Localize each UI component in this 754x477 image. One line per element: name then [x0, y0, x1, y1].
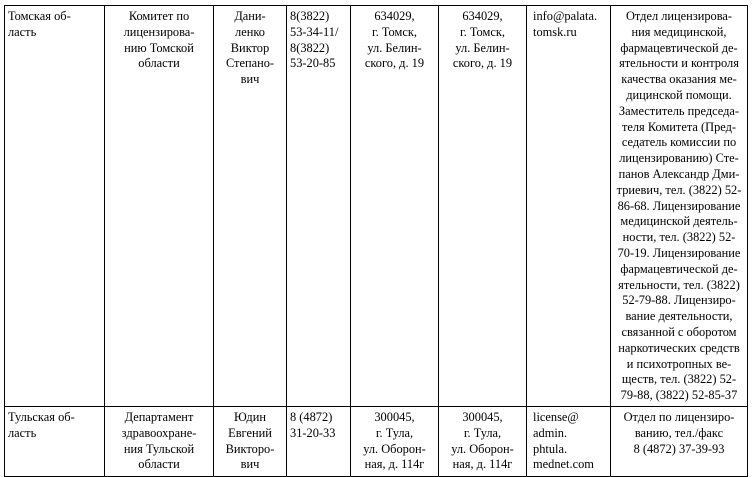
head-name-cell: Дани- ленко Виктор Степано- вич: [214, 6, 287, 407]
email-cell: info@palata. tomsk.ru: [527, 6, 611, 407]
organization-cell: Комитет по лицензирова- нию Томской области: [105, 6, 214, 407]
table-row: [5, 6, 748, 407]
organization-cell: Департамент здравоохране- ния Тульской области: [105, 406, 214, 476]
licensing-authorities-table: [4, 5, 748, 477]
licensing-table-page: [4, 5, 747, 472]
postal-address-cell: 634029, г. Томск, ул. Белин- ского, д. 19: [351, 6, 439, 407]
phone-cell: 8 (4872) 31-20-33: [287, 406, 351, 476]
head-name-cell: Юдин Евгений Викторо- вич: [214, 406, 287, 476]
postal-address-cell: 300045, г. Тула, ул. Оборон- ная, д. 114г: [351, 406, 439, 476]
department-cell: Отдел по лицензиро- ванию, тел./факс 8 (4872) 37-39-93: [611, 406, 748, 476]
phone-cell: 8(3822) 53-34-11/ 8(3822) 53-20-85: [287, 6, 351, 407]
actual-address-cell: 300045, г. Тула, ул. Оборон- ная, д. 114г: [439, 406, 527, 476]
email-cell: license@ admin. phtula. mednet.com: [527, 406, 611, 476]
region-cell: Томская об- ласть: [5, 6, 105, 407]
region-cell: Тульская об- ласть: [5, 406, 105, 476]
department-cell: Отдел лицензирова- ния медицинской, фармацевтической де- ятельности и контроля качества оказания ме- дицинской помощи. Заместитель председа- теля Комитета (Пред- седатель комиссии по лицензированию) Сте- панов Александр Дми- триевич, тел. (3822) 52- 86-68. Лицензирование медицинской деятель- ности, тел. (3822) 52- 70-19. Лицензирование фармацевтической де- ятельности, тел. (3822) 52-79-88. Лицензиро- вание деятельности, связанной с оборотом наркотических средств и психотропных ве- ществ, тел. (3822) 52- 79-88, (3822) 52-85-37: [611, 6, 748, 407]
actual-address-cell: 634029, г. Томск, ул. Белин- ского, д. 19: [439, 6, 527, 407]
table-row: [5, 406, 748, 476]
